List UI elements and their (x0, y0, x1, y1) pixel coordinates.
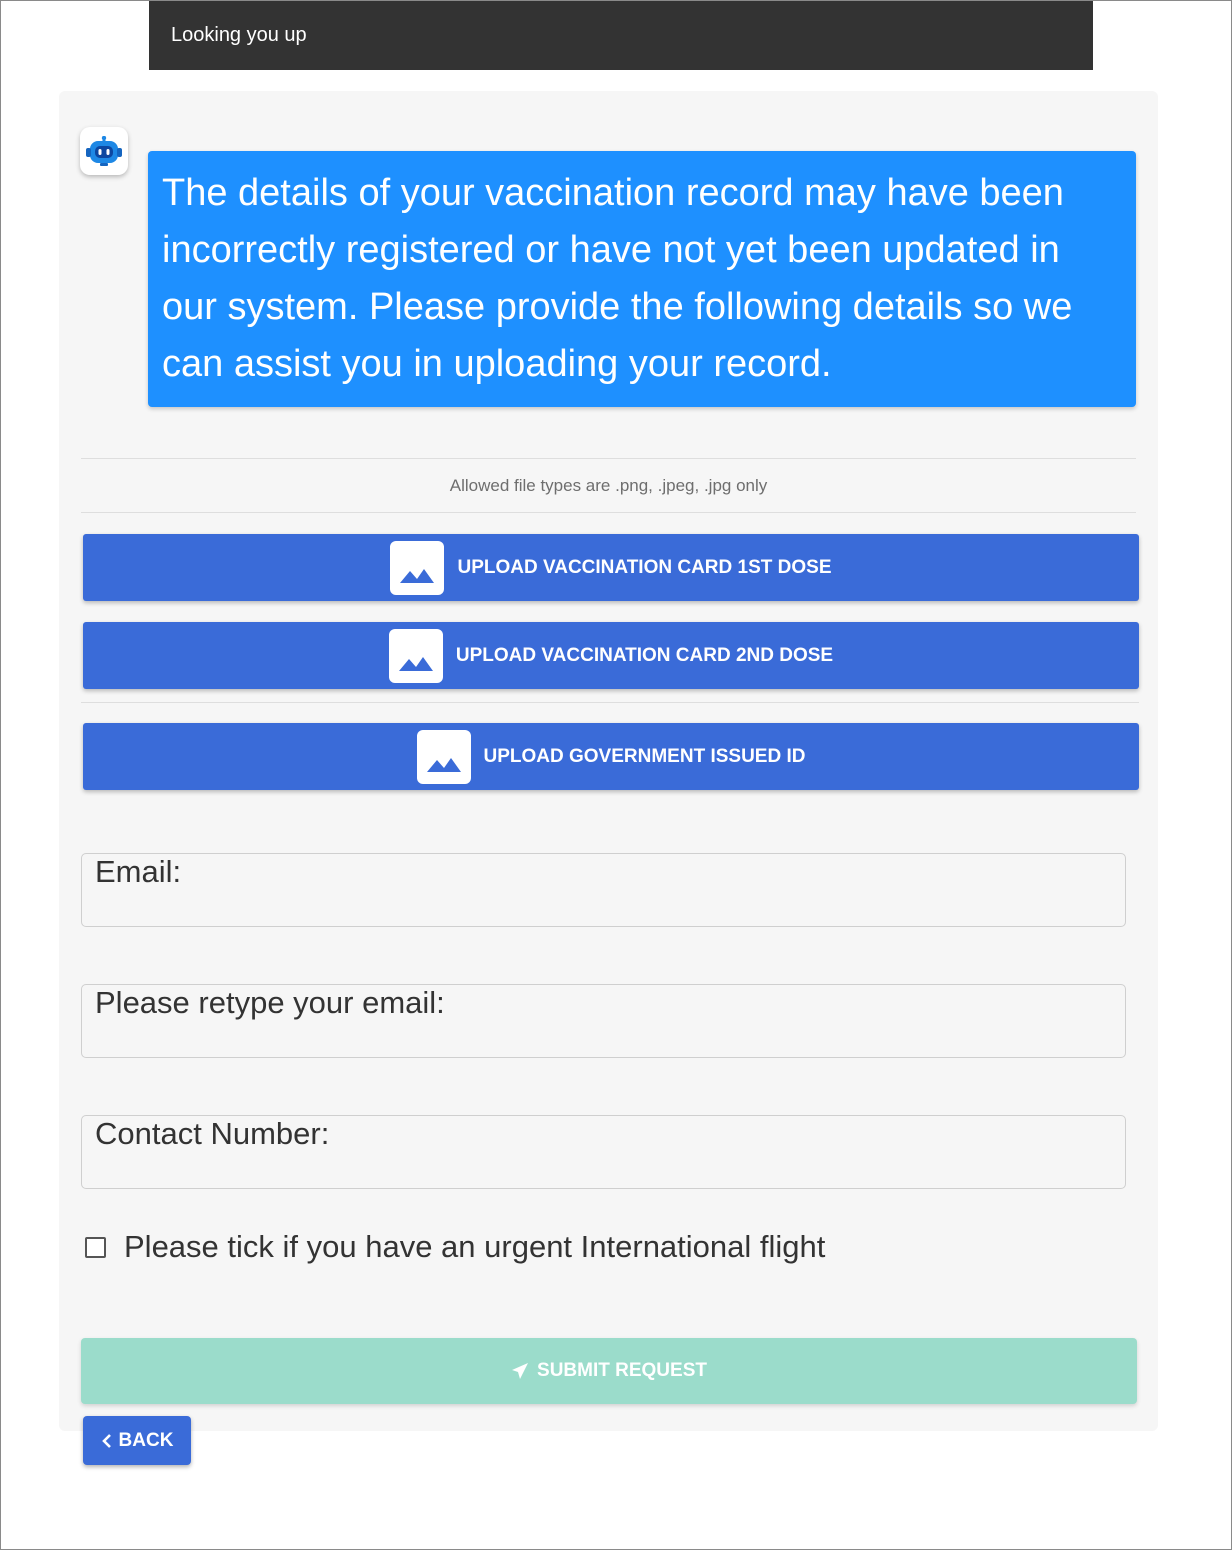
upload-dose1-label: UPLOAD VACCINATION CARD 1ST DOSE (457, 556, 832, 578)
bot-avatar (80, 127, 128, 175)
status-title: Looking you up (171, 24, 307, 46)
back-button[interactable] (83, 1416, 191, 1465)
robot-icon (86, 136, 122, 166)
divider (81, 512, 1136, 513)
upload-dose2-button[interactable] (83, 622, 1139, 689)
retype-email-field (81, 984, 1126, 1058)
contact-number-label: Contact Number: (95, 1116, 330, 1151)
chevron-left-icon (101, 1433, 113, 1449)
upload-gov-id-button[interactable] (83, 723, 1139, 790)
email-label: Email: (95, 854, 182, 889)
upload-dose2-label: UPLOAD VACCINATION CARD 2ND DOSE (455, 644, 834, 666)
submit-request-button[interactable] (81, 1338, 1137, 1404)
retype-email-label: Please retype your email: (95, 985, 445, 1020)
divider (81, 702, 1139, 703)
urgent-flight-label: Please tick if you have an urgent International flight (124, 1229, 826, 1264)
urgent-flight-checkbox[interactable] (85, 1237, 106, 1258)
contact-number-field (81, 1115, 1126, 1189)
image-icon (417, 730, 471, 784)
email-field (81, 853, 1126, 927)
back-label: BACK (118, 1429, 174, 1451)
upload-dose1-button[interactable] (83, 534, 1139, 601)
send-icon (511, 1362, 529, 1380)
urgent-flight-option[interactable] (85, 1229, 825, 1265)
image-icon (389, 629, 443, 683)
retype-email-input[interactable] (95, 1025, 1112, 1055)
email-input[interactable] (95, 894, 1112, 924)
contact-number-input[interactable] (95, 1156, 1112, 1186)
bot-message-bubble (148, 151, 1136, 407)
top-status-bar (149, 1, 1093, 70)
image-icon (390, 541, 444, 595)
submit-request-label: SUBMIT REQUEST (537, 1360, 707, 1381)
divider (81, 458, 1136, 459)
file-types-note: Allowed file types are .png, .jpeg, .jpg only (449, 476, 768, 495)
upload-gov-id-label: UPLOAD GOVERNMENT ISSUED ID (483, 745, 806, 767)
bot-message-text: The details of your vaccination record may have been incorrectly registered or have not yet been updated in our system. Please provide the following details so we can assist you in uploading your record. (162, 172, 1073, 385)
